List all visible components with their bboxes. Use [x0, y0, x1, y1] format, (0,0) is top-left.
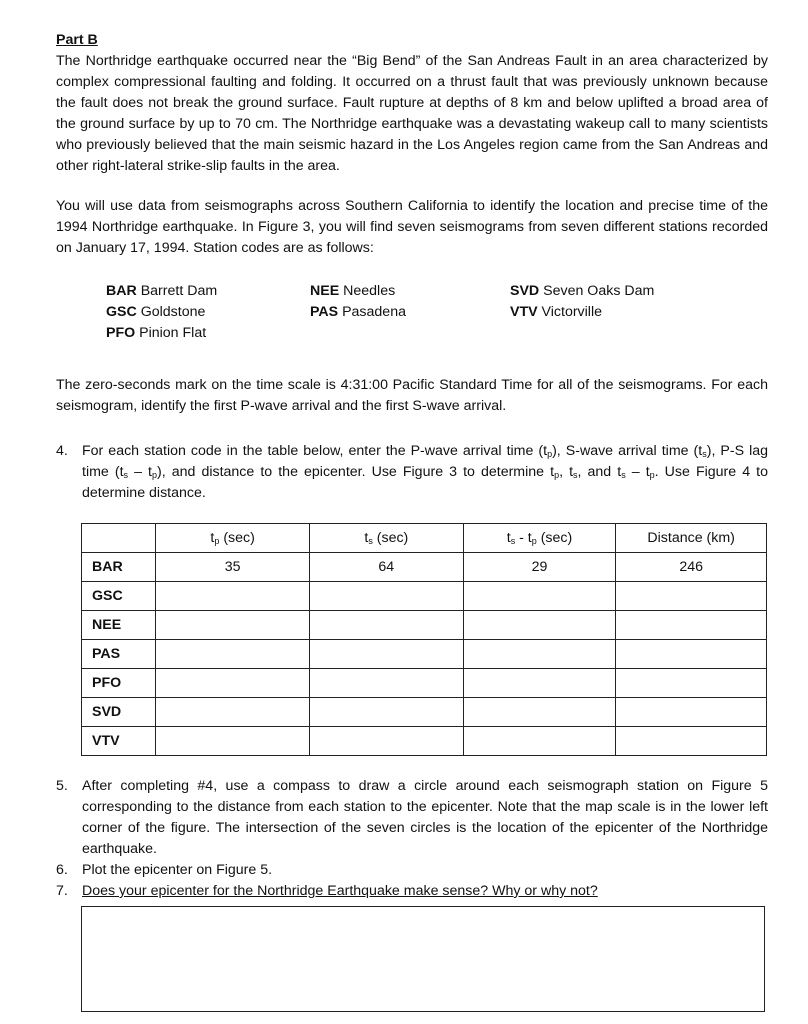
ts-cell[interactable]: [309, 640, 463, 669]
tp-cell[interactable]: [156, 669, 310, 698]
station-entry: VTV Victorville: [510, 304, 602, 320]
distance-cell[interactable]: [616, 640, 767, 669]
table-header-row: [82, 524, 767, 553]
lag-cell[interactable]: [463, 698, 616, 727]
station-codes: [106, 281, 768, 345]
header-ts: $t_s$ (sec): [309, 524, 463, 553]
question-4: 4. For each station code in the table below, enter the P-wave arrival time $(t_p)$, S-wave arrival time $(t_s)$, P-S lag time $(t_s - t_p)$, and distance to the epicenter. Use Figure 3 to determine $t_p$, $t_s$, and $t_s - t_p$. Use Figure 4 to determine distance.: [56, 443, 769, 501]
station-cell: BAR: [82, 553, 156, 582]
data-paragraph: You will use data from seismographs across Southern California to identify the location and precise time of the 1994 Northridge earthquake. In Figure 3, you will find seven seismograms from seven different stations recorded on January 17, 1994. Station codes are as follows:: [56, 198, 768, 256]
table-row: [82, 669, 767, 698]
station-cell: PFO: [82, 669, 156, 698]
distance-cell[interactable]: 246: [616, 553, 767, 582]
lag-cell[interactable]: [463, 611, 616, 640]
lag-cell[interactable]: [463, 669, 616, 698]
station-cell: SVD: [82, 698, 156, 727]
station-cell: GSC: [82, 582, 156, 611]
distance-cell[interactable]: [616, 698, 767, 727]
lag-cell[interactable]: 29: [463, 553, 616, 582]
station-column-3: [510, 281, 654, 323]
distance-cell[interactable]: [616, 669, 767, 698]
header-tp: $t_p$ (sec): [156, 524, 310, 553]
distance-cell[interactable]: [616, 727, 767, 756]
ts-cell[interactable]: [309, 611, 463, 640]
tp-cell[interactable]: 35: [156, 553, 310, 582]
table-row: [82, 611, 767, 640]
station-cell: PAS: [82, 640, 156, 669]
tp-cell[interactable]: [156, 727, 310, 756]
worksheet-page: [56, 30, 768, 1012]
tp-cell[interactable]: [156, 582, 310, 611]
table-row: [82, 553, 767, 582]
station-entry: BAR Barrett Dam: [106, 283, 218, 299]
ts-cell[interactable]: [309, 582, 463, 611]
table-row: [82, 698, 767, 727]
station-column-2: [310, 281, 406, 323]
question-6: 6. Plot the epicenter on Figure 5.: [56, 862, 273, 878]
station-entry: GSC Goldstone: [106, 304, 206, 320]
ts-cell[interactable]: 64: [309, 553, 463, 582]
station-cell: NEE: [82, 611, 156, 640]
table-row: [82, 640, 767, 669]
station-entry: NEE Needles: [310, 283, 396, 299]
lag-cell[interactable]: [463, 582, 616, 611]
answer-box[interactable]: [81, 906, 765, 1012]
lag-cell[interactable]: [463, 640, 616, 669]
station-entry: PAS Pasadena: [310, 304, 406, 320]
intro-paragraph: The Northridge earthquake occurred near the “Big Bend” of the San Andreas Fault in an area characterized by complex compressional faulting and folding. It occurred on a thrust fault that was previously unknown because the fault does not break the ground surface. Fault rupture at depths of 8 km and below uplifted a broad area of the ground surface by up to 70 cm. The Northridge earthquake was a devastating wakeup call to many scientists who previously believed that the main seismic hazard in the Los Angeles region came from the San Andreas and other right-lateral strike-slip faults in the area.: [56, 53, 768, 174]
lag-cell[interactable]: [463, 727, 616, 756]
header-lag: $t_s - t_p$ (sec): [463, 524, 616, 553]
tp-cell[interactable]: [156, 698, 310, 727]
question-7: 7. Does your epicenter for the Northridge Earthquake make sense? Why or why not?: [56, 883, 598, 899]
arrival-times-table: [81, 523, 767, 756]
station-entry: PFO Pinion Flat: [106, 325, 207, 341]
header-station: [82, 524, 156, 553]
header-distance: Distance (km): [616, 524, 767, 553]
tp-cell[interactable]: [156, 611, 310, 640]
ts-cell[interactable]: [309, 698, 463, 727]
ts-cell[interactable]: [309, 669, 463, 698]
timescale-paragraph: The zero-seconds mark on the time scale is 4:31:00 Pacific Standard Time for all of the seismograms. For each seismogram, identify the first P-wave arrival and the first S-wave arrival.: [56, 377, 768, 414]
distance-cell[interactable]: [616, 582, 767, 611]
station-cell: VTV: [82, 727, 156, 756]
station-entry: SVD Seven Oaks Dam: [510, 283, 655, 299]
part-title: Part B: [56, 32, 98, 48]
distance-cell[interactable]: [616, 611, 767, 640]
table-row: [82, 727, 767, 756]
ts-cell[interactable]: [309, 727, 463, 756]
question-5: 5. After completing #4, use a compass to draw a circle around each seismograph station on Figure 5 corresponding to the distance from each station to the epicenter. Note that the map scale is in the lower left corner of the figure. The intersection of the seven circles is the location of the epicenter of the Northridge earthquake.: [56, 778, 768, 857]
tp-cell[interactable]: [156, 640, 310, 669]
station-column-1: [106, 281, 217, 344]
table-row: [82, 582, 767, 611]
